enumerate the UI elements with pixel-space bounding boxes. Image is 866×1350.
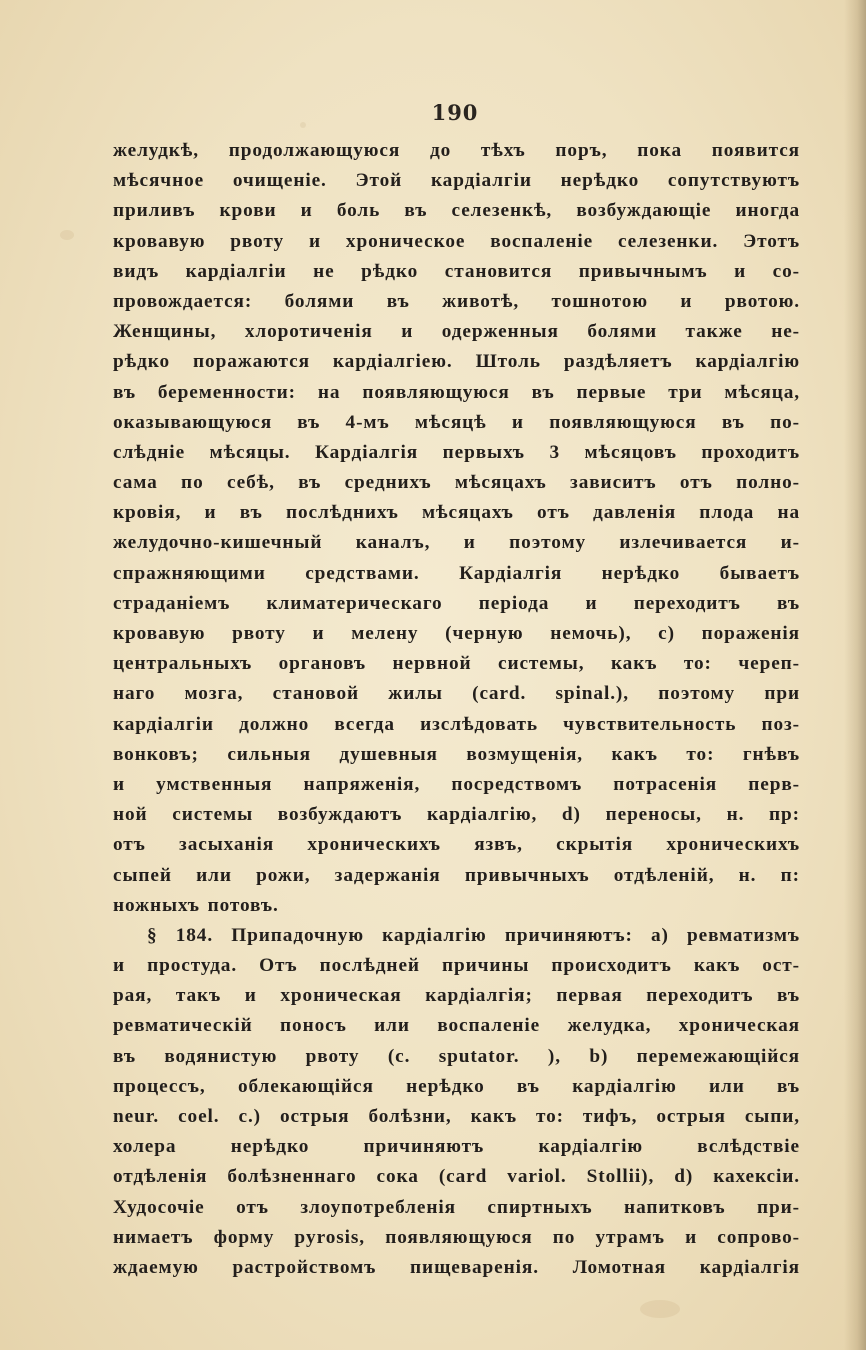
body-text — [113, 136, 800, 1283]
paper-stain — [60, 230, 74, 240]
text-line: видъ кардіалгіи не рѣдко становится привычнымъ и со- — [113, 260, 800, 282]
text-line: ножныхъ потовъ. — [113, 894, 279, 916]
text-line: neur. coel. c.) острыя болѣзни, какъ то: тифъ, острыя сыпи, — [113, 1106, 800, 1127]
text-line: приливъ крови и боль въ селезенкѣ, возбуждающіе иногда — [113, 200, 800, 222]
text-line: мѣсячное очищеніе. Этой кардіалгіи нерѣдко сопутствуютъ — [113, 170, 800, 192]
text-line: отдѣленія болѣзненнаго сока (card variol. Stollii), d) кахексіи. — [113, 1166, 800, 1188]
text-line: въ водянистую рвоту (c. sputator. ), b) перемежающійся — [113, 1045, 800, 1067]
text-line: слѣдніе мѣсяцы. Кардіалгія первыхъ 3 мѣсяцовъ проходитъ — [113, 441, 800, 463]
text-line: спражняющими средствами. Кардіалгія нерѣдко бываетъ — [113, 562, 800, 584]
text-line: страданіемъ климатерическаго періода и переходитъ въ — [113, 592, 800, 614]
text-line: желудочно-кишечный каналъ, и поэтому излечивается и- — [113, 532, 800, 554]
section-heading-line: § 184. Припадочную кардіалгію причиняютъ: а) ревматизмъ — [147, 924, 800, 946]
paper-stain — [640, 1300, 680, 1318]
text-line: желудкѣ, продолжающуюся до тѣхъ поръ, пока появится — [113, 140, 800, 161]
text-line: кардіалгіи должно всегда изслѣдовать чувствительность поз- — [113, 713, 800, 735]
text-line: вонковъ; сильныя душевныя возмущенія, какъ то: гнѣвъ — [113, 743, 800, 765]
text-line: нимаетъ форму pyrosis, появляющуюся по утрамъ и сопрово- — [113, 1226, 800, 1248]
text-line: ной системы возбуждаютъ кардіалгію, d) переносы, н. пр: — [113, 804, 800, 826]
text-line: и умственныя напряженія, посредствомъ потрасенія перв- — [113, 773, 800, 795]
text-line: рая, такъ и хроническая кардіалгія; первая переходитъ въ — [113, 985, 800, 1007]
page-number: 190 — [431, 100, 479, 125]
text-line: ждаемую растройствомъ пищеваренія. Ломотная кардіалгія — [113, 1256, 800, 1278]
page-edge-shadow — [844, 0, 866, 1350]
text-line: сама по себѣ, въ среднихъ мѣсяцахъ зависитъ отъ полно- — [113, 472, 800, 494]
text-line: въ беременности: на появляющуюся въ первые три мѣсяца, — [113, 381, 800, 403]
text-line: Женщины, хлоротиченія и одерженныя болями также не- — [113, 321, 800, 343]
text-line: оказывающуюся въ 4-мъ мѣсяцѣ и появляющуюся въ по- — [113, 411, 800, 433]
text-line: рѣдко поражаются кардіалгіею. Штоль раздѣляетъ кардіалгію — [113, 351, 800, 373]
text-line: Худосочіе отъ злоупотребленія спиртныхъ напитковъ при- — [113, 1196, 800, 1218]
text-line: отъ засыханія хроническихъ язвъ, скрытія хроническихъ — [113, 834, 800, 856]
text-line: сыпей или рожи, задержанія привычныхъ отдѣленій, н. п: — [113, 864, 800, 886]
text-line: центральныхъ органовъ нервной системы, какъ то: череп- — [113, 653, 800, 675]
text-line: ревматическій поносъ или воспаленіе желудка, хроническая — [113, 1015, 800, 1037]
text-line: процессъ, облекающійся нерѣдко въ кардіалгію или въ — [113, 1075, 800, 1097]
text-line: провождается: болями въ животѣ, тошнотою и рвотою. — [113, 290, 800, 312]
text-line: кровавую рвоту и мелену (черную немочь), с) пораженія — [113, 623, 800, 644]
text-line: холера нерѣдко причиняютъ кардіалгію вслѣдствіе — [113, 1136, 800, 1158]
text-line: наго мозга, становой жилы (card. spinal.), поэтому при — [113, 683, 800, 705]
text-line: кровія, и въ послѣднихъ мѣсяцахъ отъ давленія плода на — [113, 502, 800, 524]
text-line: и простуда. Отъ послѣдней причины происходитъ какъ ост- — [113, 955, 800, 977]
text-line: кровавую рвоту и хроническое воспаленіе селезенки. Этотъ — [113, 230, 800, 252]
